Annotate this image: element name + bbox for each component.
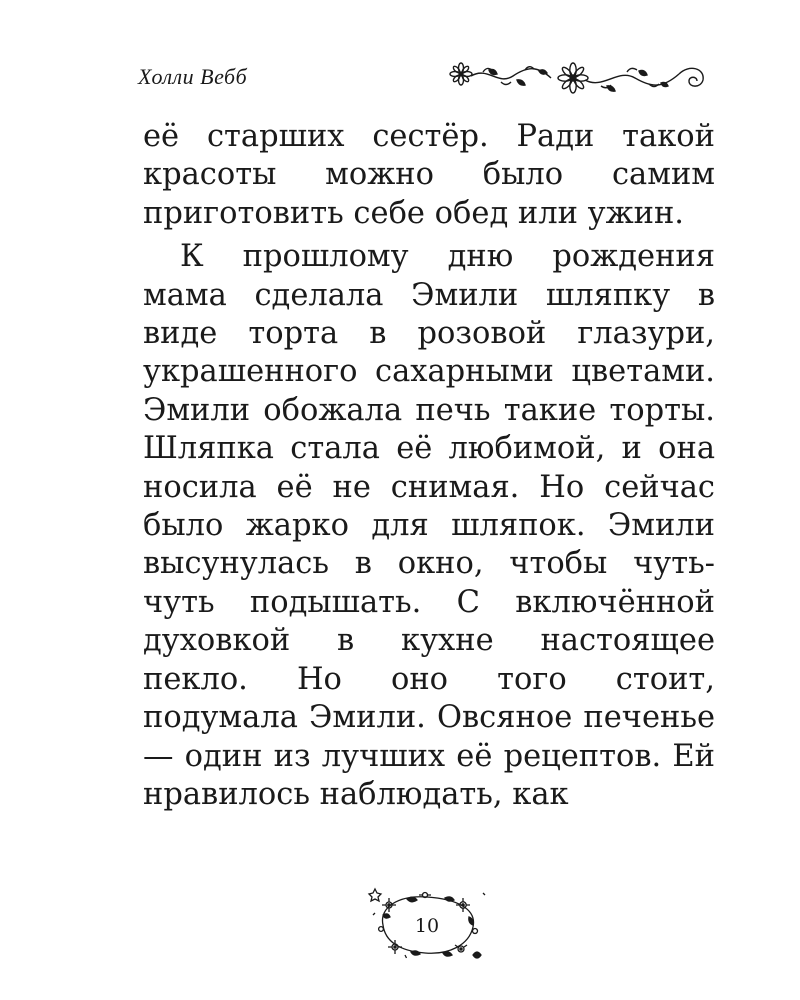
paragraph: её старших сестёр. Ради такой красоты можно было самим приготовить себе обед или ужин. bbox=[143, 119, 715, 231]
page-number: 10 bbox=[414, 915, 440, 937]
author-name: Холли Вебб bbox=[138, 64, 248, 89]
paragraph: К прошлому дню рождения мама сделала Эмили шляпку в виде торта в розовой глазури, украшенного сахарными цветами. Эмили обожала печь такие торты. Шляпка стала её любимой, и она носила её не снимая. Но сейчас было жарко для шляпок. Эмили высунулась в окно, чтобы чуть-чуть подышать. С включённой духовкой в кухне настоящее пекло. Но оно того стоит, подумала Эмили. Овсяное печенье — один из лучших её рецептов. Ей нравилось наблюдать, как bbox=[143, 239, 715, 812]
page-body-text bbox=[143, 118, 715, 814]
running-header bbox=[138, 62, 698, 98]
floral-vine-ornament-icon bbox=[443, 62, 713, 96]
page-footer bbox=[365, 885, 495, 965]
